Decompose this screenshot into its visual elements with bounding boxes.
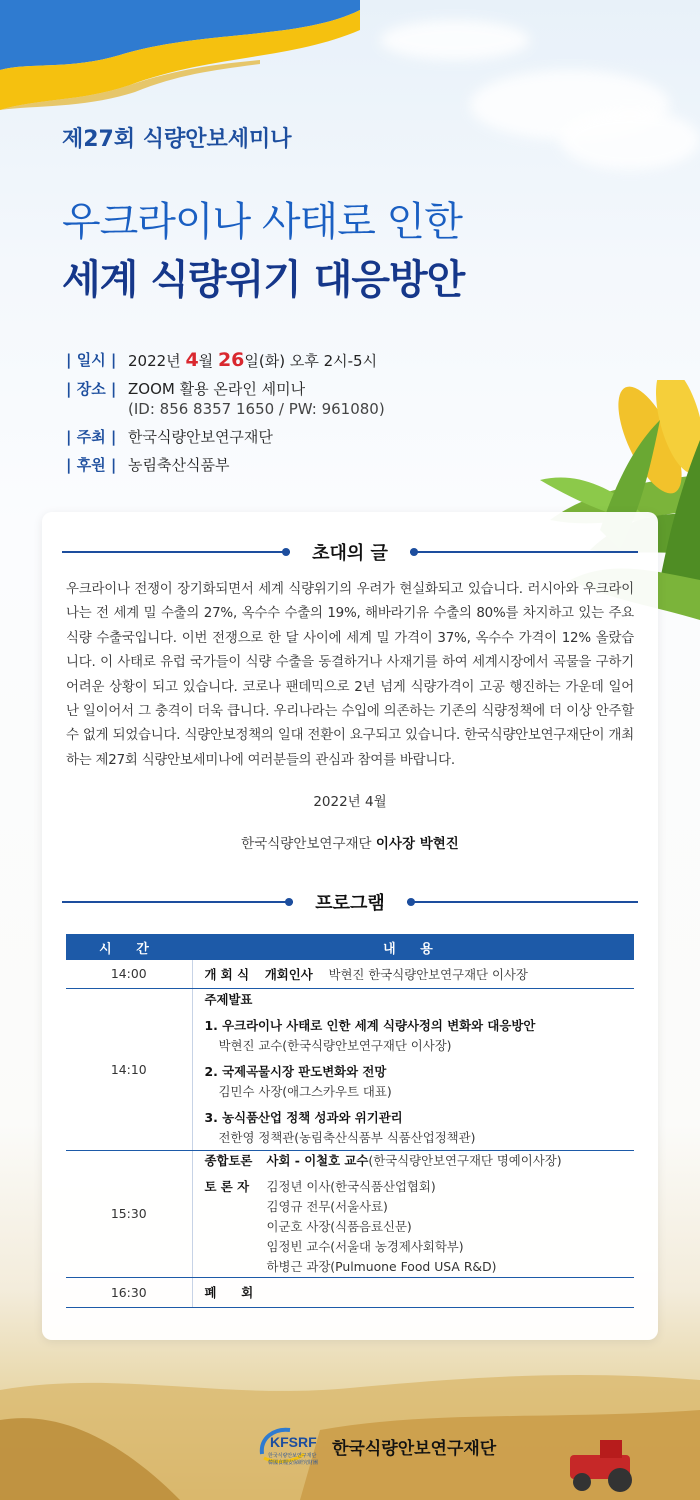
info-place-row bbox=[66, 379, 385, 419]
logo-sub-text-hanja: 韓國食糧安保硏究財團 bbox=[268, 1460, 319, 1466]
presentation-speaker: 박현진 교수(한국식량안보연구재단 이사장) bbox=[218, 1038, 452, 1053]
invitation-body: 우크라이나 전쟁이 장기화되면서 세계 식량위기의 우려가 현실화되고 있습니다. 러시아와 우크라이나는 전 세계 밀 수출의 27%, 옥수수 수출의 19%, 해바라기유 수출의 80%를 차지하고 있는 주요 식량 수출국입니다. 이번 전쟁으로 한 달 사이에 세계 밀 가격이 37%, 옥수수 가격이 12% 올랐습니다. 이 사태로 유럽 국가들이 식량 수출을 동결하거나 사재기를 하여 세계시장에서 곡물을 구하기 어려운 상황이 되고 있습니다. 코로나 팬데믹으로 2년 넘게 식량가격이 고공 행진하는 가운데 일어난 일이어서 그 충격이 더욱 큽니다. 우리나라는 수입에 의존하는 기존의 식량정책에 더 이상 안주할 수 없게 되었습니다. 식량안보정책의 일대 전환이 요구되고 있습니다. 한국식량안보연구재단이 개최하는 제27회 식량안보세미나에 여러분들의 관심과 참여를 바랍니다. bbox=[66, 582, 634, 768]
zoom-credentials: (ID: 856 8357 1650 / PW: 961080) bbox=[128, 400, 385, 418]
opening-detail: 박현진 한국식량안보연구재단 이사장 bbox=[328, 966, 528, 982]
presentation-title: 1. 우크라이나 사태로 인한 세계 식량사정의 변화와 대응방안 bbox=[204, 1018, 536, 1033]
info-date-key: | 일시 | bbox=[66, 351, 117, 369]
panel-block bbox=[205, 1177, 635, 1277]
info-host-row bbox=[66, 427, 385, 447]
row-content bbox=[192, 988, 634, 1150]
row-content bbox=[192, 960, 634, 988]
ukraine-flag-decoration bbox=[0, 0, 360, 110]
invitation-title: 초대의 글 bbox=[312, 543, 388, 564]
foundation-logo bbox=[256, 1424, 496, 1468]
kfsrf-logo-icon bbox=[256, 1424, 326, 1468]
info-sponsor-key: | 후원 | bbox=[66, 456, 117, 474]
presentation-title: 3. 농식품산업 정책 성과와 위기관리 bbox=[204, 1110, 403, 1125]
info-place-key: | 장소 | bbox=[66, 380, 117, 398]
row-content bbox=[192, 1150, 634, 1277]
invitation-signature bbox=[42, 832, 658, 852]
event-info bbox=[66, 350, 385, 483]
info-place-value bbox=[128, 379, 385, 419]
page-title-line1: 우크라이나 사태로 인한 bbox=[62, 199, 462, 245]
closing-label: 폐 회 bbox=[204, 1285, 254, 1300]
date-day: 26 bbox=[217, 349, 245, 371]
info-date-row bbox=[66, 350, 385, 371]
info-sponsor-value: 농림축산식품부 bbox=[128, 456, 230, 474]
place-name: ZOOM 활용 온라인 세미나 bbox=[128, 380, 306, 398]
date-month: 4 bbox=[185, 349, 199, 371]
page-title-line2: 세계 식량위기 대응방안 bbox=[62, 257, 465, 303]
cloud-decoration bbox=[380, 20, 530, 60]
column-header-content: 내 용 bbox=[192, 934, 634, 960]
opening-label: 개 회 식 bbox=[204, 966, 250, 982]
info-host-key: | 주최 | bbox=[66, 428, 117, 446]
row-time: 14:00 bbox=[66, 960, 192, 988]
panel-label: 토 론 자 bbox=[204, 1178, 250, 1194]
program-title: 프로그램 bbox=[315, 893, 385, 914]
row-time: 15:30 bbox=[66, 1150, 192, 1277]
info-sponsor-row bbox=[66, 455, 385, 475]
seminar-number: 제27회 식량안보세미나 bbox=[62, 127, 292, 152]
divider-line bbox=[410, 551, 638, 553]
discussion-label: 종합토론 bbox=[204, 1152, 253, 1168]
foundation-name: 한국식량안보연구재단 bbox=[332, 1438, 497, 1459]
panelist: 임정빈 교수(서울대 농경제사회학부) bbox=[266, 1238, 464, 1254]
logo-sub-text: 한국식량안보연구재단 bbox=[268, 1453, 317, 1459]
presentation-speaker: 김민수 사장(애그스카우트 대표) bbox=[218, 1084, 392, 1099]
cloud-decoration bbox=[560, 110, 700, 170]
opening-title: 개회인사 bbox=[264, 966, 313, 982]
date-time: 일(화) 오후 2시-5시 bbox=[244, 352, 378, 370]
divider-line bbox=[407, 901, 638, 903]
signature-org: 한국식량안보연구재단 bbox=[241, 836, 376, 852]
invitation-card bbox=[42, 512, 658, 1340]
panelist: 하병근 과장(Pulmuone Food USA R&D) bbox=[266, 1258, 497, 1274]
logo-mark-text: KFSRF bbox=[270, 1434, 317, 1450]
program-table bbox=[66, 934, 634, 1308]
row-time: 14:10 bbox=[66, 988, 192, 1150]
panelist: 김영규 전무(서울사료) bbox=[266, 1198, 388, 1214]
divider-line bbox=[62, 551, 290, 553]
panelist: 이군호 사장(식품음료신문) bbox=[266, 1218, 412, 1234]
divider-line bbox=[62, 901, 293, 903]
table-row bbox=[66, 960, 634, 988]
table-row bbox=[66, 988, 634, 1150]
date-year: 2022년 bbox=[128, 352, 186, 370]
presentation-speaker: 전한영 정책관(농림축산식품부 식품산업정책관) bbox=[218, 1130, 476, 1145]
info-host-value: 한국식량안보연구재단 bbox=[128, 428, 273, 446]
program-section-header bbox=[62, 890, 638, 914]
moderator-affiliation: (한국식량안보연구재단 명예이사장) bbox=[368, 1152, 562, 1168]
date-month-unit: 월 bbox=[198, 352, 218, 370]
column-header-time: 시 간 bbox=[66, 934, 192, 960]
info-date-value bbox=[128, 350, 377, 371]
row-time: 16:30 bbox=[66, 1277, 192, 1307]
table-row bbox=[66, 1150, 634, 1277]
signature-name: 이사장 박현진 bbox=[375, 836, 459, 852]
invitation-date: 2022년 4월 bbox=[313, 794, 387, 810]
panelist: 김정년 이사(한국식품산업협회) bbox=[266, 1178, 436, 1194]
presentation-title: 2. 국제곡물시장 판도변화와 전망 bbox=[204, 1064, 387, 1079]
moderator: 사회 - 이철호 교수 bbox=[266, 1152, 369, 1168]
invitation-section-header bbox=[62, 540, 638, 564]
presentation-heading: 주제발표 bbox=[204, 992, 253, 1007]
discussion-line bbox=[205, 1151, 635, 1171]
